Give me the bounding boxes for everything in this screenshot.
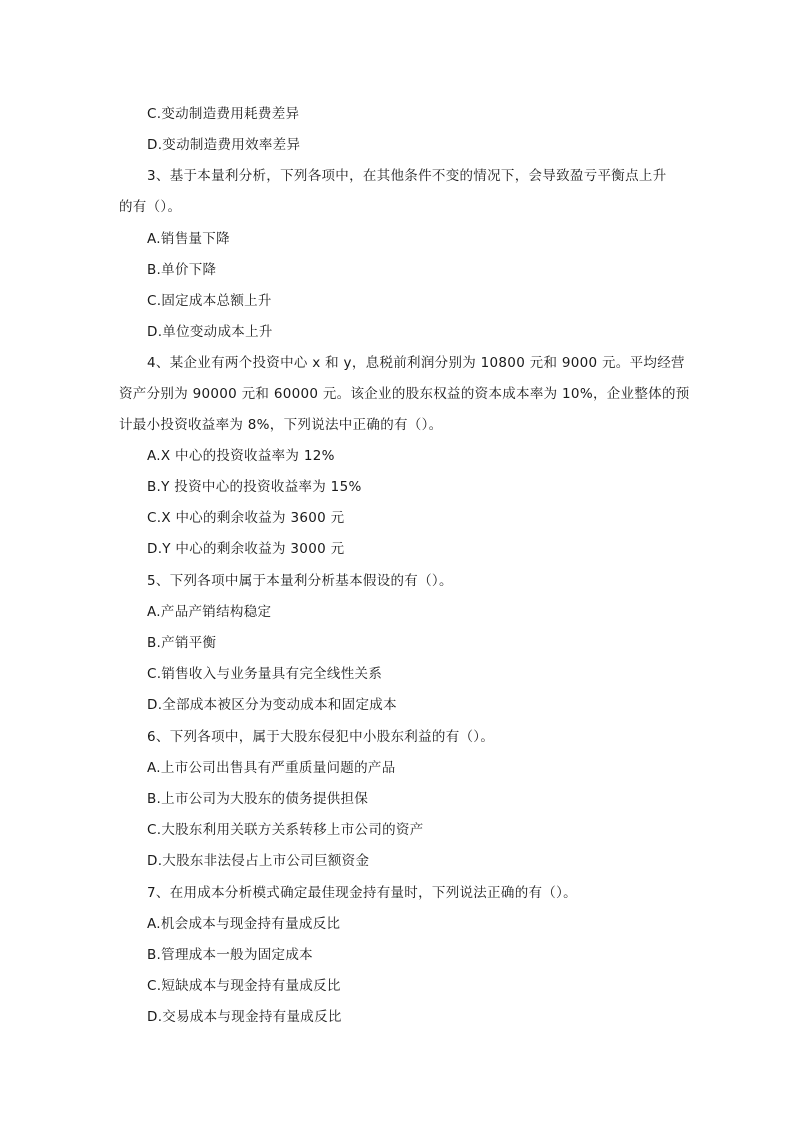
q6-stem: 6、下列各项中，属于大股东侵犯中小股东利益的有（）。	[147, 729, 495, 745]
q7-option-d: D.交易成本与现金持有量成反比	[147, 1009, 342, 1025]
q2-option-d: D.变动制造费用效率差异	[147, 137, 301, 153]
q7-option-b: B.管理成本一般为固定成本	[147, 947, 313, 963]
q6-option-c: C.大股东利用关联方关系转移上市公司的资产	[147, 822, 424, 838]
q6-option-b: B.上市公司为大股东的债务提供担保	[147, 791, 369, 807]
q3-option-a: A.销售量下降	[147, 231, 230, 247]
q4-option-c: C.X 中心的剩余收益为 3600 元	[147, 510, 345, 526]
q4-stem-continued-1: 资产分别为 90000 元和 60000 元。该企业的股东权益的资本成本率为 10%，企业整体的预	[119, 386, 690, 402]
q5-stem: 5、下列各项中属于本量利分析基本假设的有（）。	[147, 573, 453, 589]
q4-stem: 4、某企业有两个投资中心 x 和 y，息税前利润分别为 10800 元和 9000 元。平均经营	[147, 355, 685, 371]
q5-option-b: B.产销平衡	[147, 635, 217, 651]
q5-option-d: D.全部成本被区分为变动成本和固定成本	[147, 697, 397, 713]
q3-stem: 3、基于本量利分析，下列各项中，在其他条件不变的情况下，会导致盈亏平衡点上升	[147, 168, 667, 184]
q3-option-d: D.单位变动成本上升	[147, 324, 273, 340]
q7-option-c: C.短缺成本与现金持有量成反比	[147, 978, 341, 994]
q3-option-c: C.固定成本总额上升	[147, 293, 272, 309]
q7-stem: 7、在用成本分析模式确定最佳现金持有量时，下列说法正确的有（）。	[147, 885, 577, 901]
q6-option-a: A.上市公司出售具有严重质量问题的产品	[147, 760, 396, 776]
q5-option-c: C.销售收入与业务量具有完全线性关系	[147, 666, 383, 682]
q4-option-b: B.Y 投资中心的投资收益率为 15%	[147, 479, 362, 495]
q5-option-a: A.产品产销结构稳定	[147, 604, 272, 620]
q4-stem-continued-2: 计最小投资收益率为 8%，下列说法中正确的有（）。	[119, 417, 443, 433]
q3-option-b: B.单价下降	[147, 262, 217, 278]
q7-option-a: A.机会成本与现金持有量成反比	[147, 916, 341, 932]
q4-option-a: A.X 中心的投资收益率为 12%	[147, 448, 335, 464]
q6-option-d: D.大股东非法侵占上市公司巨额资金	[147, 853, 370, 869]
q2-option-c: C.变动制造费用耗费差异	[147, 106, 300, 122]
q4-option-d: D.Y 中心的剩余收益为 3000 元	[147, 541, 345, 557]
q3-stem-continued: 的有（）。	[119, 199, 182, 215]
